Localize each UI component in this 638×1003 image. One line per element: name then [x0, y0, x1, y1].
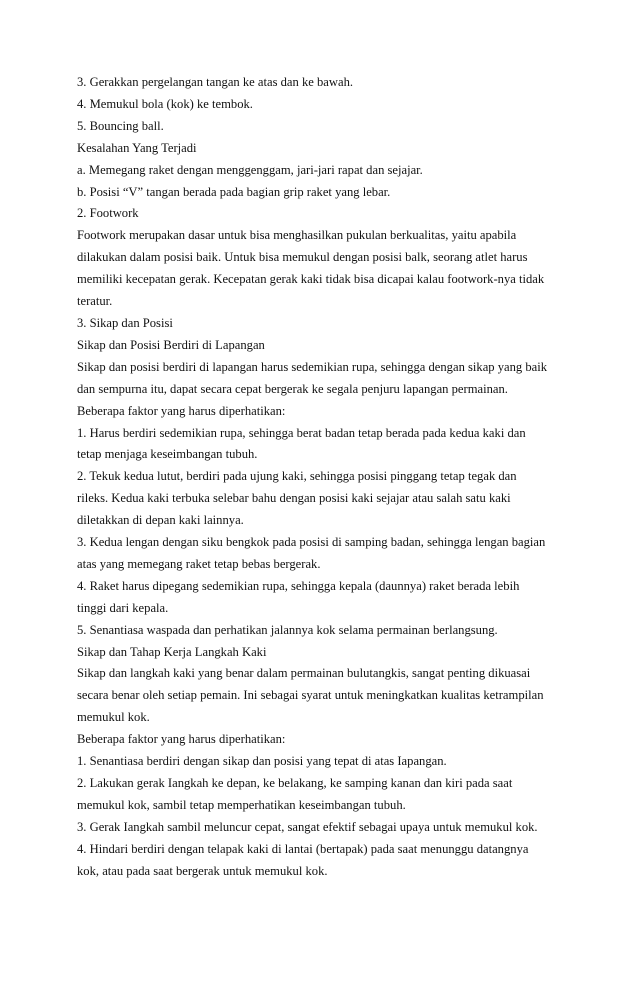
text-line: memukul kok, sambil tetap memperhatikan keseimbangan tubuh.	[77, 797, 406, 812]
text-line: Beberapa faktor yang harus diperhatikan:	[77, 403, 286, 418]
text-line: Sikap dan Tahap Kerja Langkah Kaki	[77, 644, 267, 659]
text-line: 1. Senantiasa berdiri dengan sikap dan posisi yang tepat di atas Iapangan.	[77, 754, 447, 769]
text-line: 1. Harus berdiri sedemikian rupa, sehingga berat badan tetap berada pada kedua kaki dan	[77, 425, 526, 440]
text-line: 3. Gerakkan pergelangan tangan ke atas dan ke bawah.	[77, 75, 354, 89]
text-line: tinggi dari kepala.	[77, 600, 169, 615]
text-line: 4. Memukul bola (kok) ke tembok.	[77, 96, 253, 111]
text-line: b. Posisi “V” tangan berada pada bagian grip raket yang lebar.	[77, 184, 391, 199]
text-line: memukul kok.	[77, 710, 150, 725]
text-line: diletakkan di depan kaki lainnya.	[77, 513, 244, 528]
text-line: dan sempurna itu, dapat secara cepat bergerak ke segala penjuru lapangan permainan.	[77, 381, 508, 396]
text-line: teratur.	[77, 294, 113, 309]
text-line: 3. Gerak Iangkah sambil meluncur cepat, sangat efektif sebagai upaya untuk memukul kok.	[77, 819, 538, 834]
text-line: kok, atau pada saat bergerak untuk memukul kok.	[77, 863, 328, 878]
text-line: Sikap dan posisi berdiri di lapangan harus sedemikian rupa, sehingga dengan sikap yang baik	[77, 359, 548, 374]
document-body	[77, 72, 567, 883]
text-line: tetap menjaga keseimbangan tubuh.	[77, 447, 258, 462]
text-line: 2. Tekuk kedua lutut, berdiri pada ujung kaki, sehingga posisi pinggang tetap tegak dan	[77, 469, 517, 484]
text-line: dilakukan dalam posisi baik. Untuk bisa memukul dengan posisi balk, seorang atlet harus	[77, 250, 528, 265]
text-line: Kesalahan Yang Terjadi	[77, 140, 197, 155]
text-line: atas yang memegang raket tetap bebas bergerak.	[77, 556, 321, 571]
text-line: Sikap dan langkah kaki yang benar dalam permainan bulutangkis, sangat penting dikuasai	[77, 666, 531, 681]
text-line: secara benar oleh setiap pemain. Ini sebagai syarat untuk meningkatkan kualitas ketrampilan	[77, 688, 544, 703]
text-line: rileks. Kedua kaki terbuka selebar bahu dengan posisi kaki sejajar atau salah satu kaki	[77, 491, 511, 506]
text-line: Beberapa faktor yang harus diperhatikan:	[77, 732, 286, 747]
text-line: 2. Lakukan gerak Iangkah ke depan, ke belakang, ke samping kanan dan kiri pada saat	[77, 776, 513, 790]
text-line: Footwork merupakan dasar untuk bisa menghasilkan pukulan berkualitas, yaitu apabila	[77, 228, 517, 243]
text-line: memiliki kecepatan gerak. Kecepatan gerak kaki tidak bisa dicapai kalau footwork-nya tidak	[77, 272, 545, 287]
text-line: 2. Footwork	[77, 206, 139, 221]
text-line: 3. Kedua lengan dengan siku bengkok pada posisi di samping badan, sehingga lengan bagian	[77, 535, 546, 550]
text-line: 4. Hindari berdiri dengan telapak kaki di lantai (bertapak) pada saat menunggu datangnya	[77, 841, 529, 856]
text-line: 5. Bouncing ball.	[77, 118, 164, 133]
text-line: 4. Raket harus dipegang sedemikian rupa, sehingga kepala (daunnya) raket berada lebih	[77, 578, 520, 593]
text-line: a. Memegang raket dengan menggenggam, jari-jari rapat dan sejajar.	[77, 162, 423, 177]
text-line: 5. Senantiasa waspada dan perhatikan jalannya kok selama permainan berlangsung.	[77, 622, 498, 637]
text-line: 3. Sikap dan Posisi	[77, 315, 173, 330]
text-line: Sikap dan Posisi Berdiri di Lapangan	[77, 337, 265, 352]
